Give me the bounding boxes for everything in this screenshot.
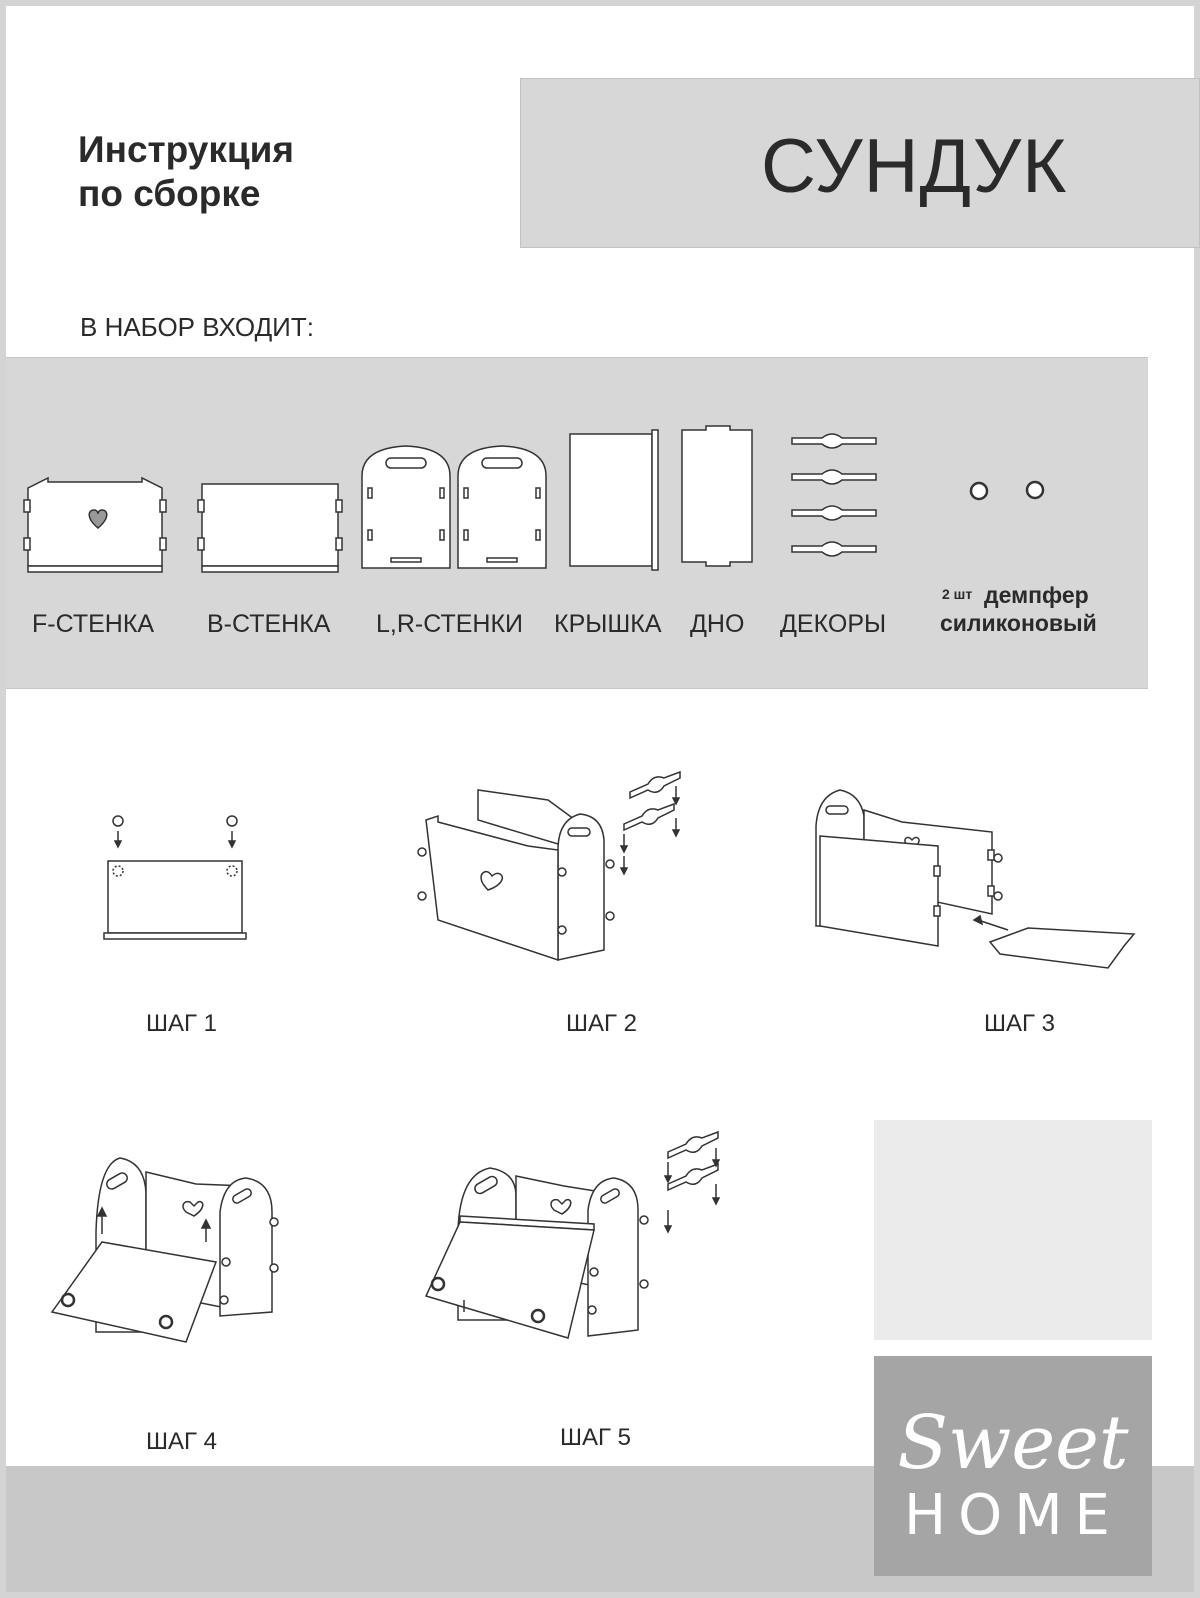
brand-logo-art [874, 1356, 1152, 1576]
damper-label-line1: демпфер [984, 582, 1089, 608]
f-wall-drawing [24, 478, 166, 572]
brand-logo [874, 1356, 1152, 1576]
lid-drawing [570, 430, 658, 570]
product-title-box [520, 78, 1200, 248]
product-name: СУНДУК [761, 124, 1068, 209]
step-4-drawing [46, 1152, 286, 1372]
brand-logo-line1: Sweet [897, 1400, 1129, 1486]
brand-logo-line2: HOME [904, 1483, 1122, 1548]
step-1-label: ШАГ 1 [146, 1010, 218, 1037]
part-label-b-wall: B-СТЕНКА [207, 610, 331, 638]
step-1-drawing [100, 805, 260, 955]
damper-label-line2: силиконовый [940, 610, 1097, 636]
part-label-decors: ДЕКОРЫ [780, 610, 887, 638]
lr-walls-drawing [362, 446, 546, 568]
b-wall-drawing [198, 484, 342, 572]
part-label-lid: КРЫШКА [554, 610, 662, 638]
step-3-label: ШАГ 3 [984, 1010, 1056, 1037]
parts-panel [6, 357, 1148, 689]
kit-heading: В НАБОР ВХОДИТ: [80, 312, 314, 342]
decors-drawing [792, 434, 876, 556]
part-label-f-wall: F-СТЕНКА [32, 610, 155, 638]
step-5-drawing [424, 1140, 744, 1370]
damper-quantity: 2 шт [942, 586, 973, 602]
instruction-title [78, 128, 294, 216]
bottom-drawing [682, 426, 752, 566]
blank-panel [874, 1120, 1152, 1340]
step-3-drawing [812, 786, 1152, 986]
step-2-drawing [418, 760, 698, 970]
instruction-title-line2: по сборке [78, 173, 261, 214]
step-5-label: ШАГ 5 [560, 1424, 632, 1451]
part-label-lr-walls: L,R-СТЕНКИ [376, 610, 523, 638]
part-label-bottom: ДНО [690, 610, 745, 638]
step-2-label: ШАГ 2 [566, 1010, 638, 1037]
instruction-title-line1: Инструкция [78, 129, 294, 170]
dampers-drawing [971, 482, 1043, 499]
step-4-label: ШАГ 4 [146, 1428, 218, 1455]
